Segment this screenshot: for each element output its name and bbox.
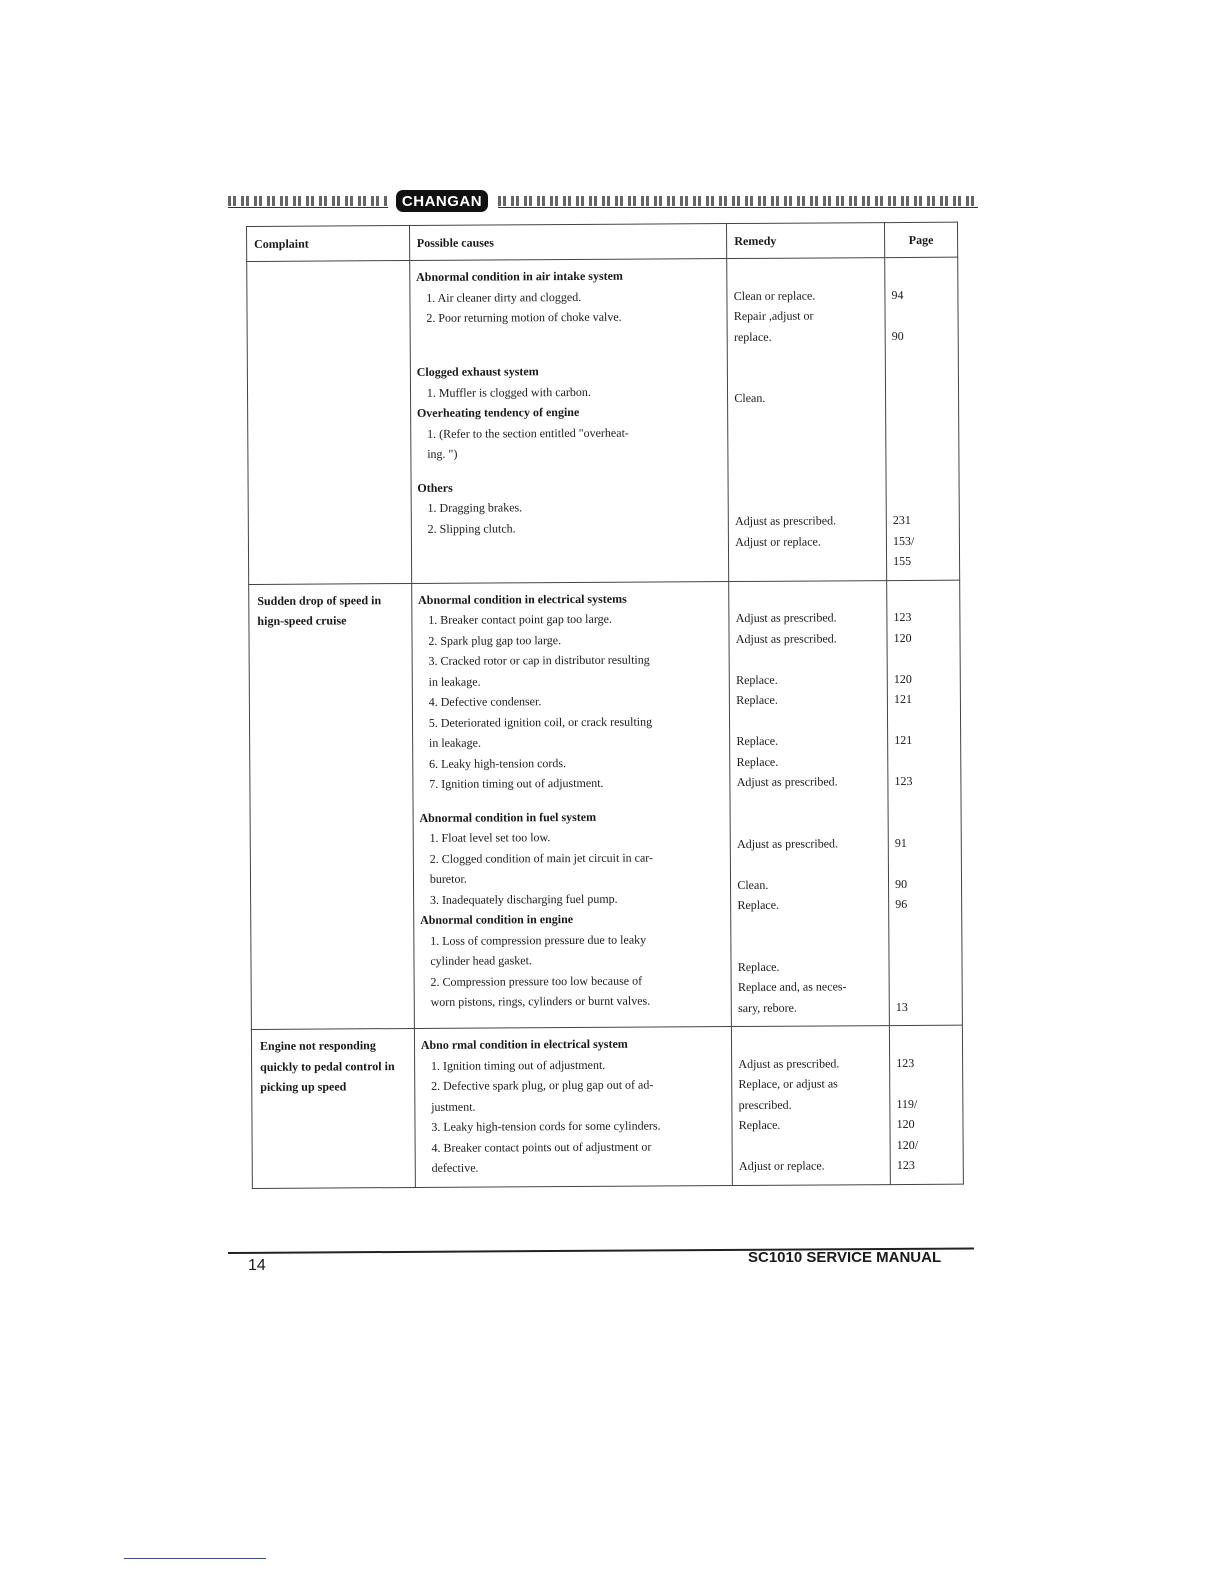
page-ref: 119/ (896, 1096, 918, 1111)
table-row (249, 580, 963, 1030)
cause-item: 6. Leaky high-tension cords. (429, 755, 567, 771)
cause-item: cylinder head gasket. (430, 953, 532, 968)
page-cell (889, 1025, 963, 1184)
page-ref (892, 448, 952, 469)
page-ref: 120/ (896, 1137, 919, 1152)
page-ref: 231 (892, 512, 911, 528)
page-ref: 121 (894, 732, 913, 748)
remedy-line: Replace. (736, 672, 778, 687)
page-ref (892, 305, 952, 326)
cause-item: 3. Cracked rotor or cap in distributor resulting (428, 652, 650, 668)
cause-item: 2. Spark plug gap too large. (428, 632, 562, 648)
remedy-line (735, 428, 880, 449)
page-cell (887, 580, 963, 1026)
remedy-line (737, 792, 882, 813)
remedy-line: Repair ,adjust or (733, 308, 814, 324)
remedy-line: replace. (733, 329, 772, 344)
cause-item: 1. Loss of compression pressure due to leaky (430, 932, 647, 948)
page-header (228, 190, 978, 214)
cause-item: 1. Muffler is clogged with carbon. (426, 384, 591, 400)
complaint-cell (247, 261, 412, 584)
page-ref (896, 1032, 956, 1053)
page-ref (895, 812, 955, 833)
manual-title: SC1010 SERVICE MANUAL (748, 1249, 942, 1266)
page-ref: 90 (895, 876, 908, 891)
remedy-line (735, 490, 880, 511)
remedy-cell (729, 580, 889, 1026)
troubleshooting-table (246, 222, 964, 1189)
page-ref (895, 935, 955, 956)
page-ref: 123 (896, 1055, 915, 1070)
cause-group-heading: Abnormal condition in air intake system (416, 268, 623, 284)
page-ref (893, 586, 953, 607)
remedy-line (738, 935, 883, 956)
page-ref: 13 (895, 999, 908, 1014)
page-ref: 90 (891, 328, 904, 343)
page-ref (892, 366, 952, 387)
remedy-line: Adjust as prescribed. (737, 835, 839, 851)
remedy-line: Replace. (737, 959, 780, 974)
remedy-line: Replace. (736, 754, 779, 769)
page-ref (892, 387, 952, 408)
table-header-row (247, 222, 958, 261)
header-rule-right (498, 207, 978, 208)
cause-item: 1. Breaker contact point gap too large. (428, 611, 612, 627)
cause-item: 1. Air cleaner dirty and clogged. (426, 289, 582, 305)
cause-group-heading: Abnormal condition in fuel system (419, 809, 597, 825)
remedy-cell (732, 1026, 891, 1185)
page-ref (896, 976, 956, 997)
remedy-line (737, 915, 882, 936)
brand-logo: CHANGAN (396, 190, 488, 212)
remedy-line (737, 853, 882, 874)
remedy-line: Replace. (736, 733, 779, 749)
cause-item: in leakage. (428, 674, 481, 689)
page-ref: 123 (894, 773, 913, 789)
remedy-line (739, 1135, 884, 1156)
column-header-remedy: Remedy (727, 223, 885, 259)
remedy-line: Replace. (737, 897, 780, 913)
cause-item: 4. Defective condenser. (428, 694, 542, 709)
remedy-line (735, 449, 880, 470)
page-ref (892, 428, 952, 449)
cause-item: 5. Deteriorated ignition coil, or crack resulting (428, 714, 653, 730)
cause-group-heading: Others (417, 480, 453, 495)
remedy-line (734, 264, 879, 285)
page-ref (896, 955, 956, 976)
cause-item: 4. Breaker contact points out of adjustment or (431, 1139, 652, 1155)
causes-cell (414, 1027, 732, 1187)
remedy-line (736, 710, 881, 731)
spacer (416, 327, 721, 349)
remedy-line: Adjust as prescribed. (736, 774, 838, 790)
remedy-line: Replace. (738, 1117, 781, 1133)
page-ref: 123 (893, 609, 912, 625)
cause-item: 1. (Refer to the section entitled "overheat- (427, 425, 629, 441)
cause-group-heading: Overheating tendency of engine (416, 404, 580, 420)
complaint-cell: Sudden drop of speed in hign-speed cruise (249, 583, 415, 1029)
header-rule-left (228, 207, 388, 208)
decorative-border-left (228, 196, 388, 206)
cause-item: in leakage. (428, 735, 481, 750)
remedy-line (734, 408, 879, 429)
page-ref: 120 (896, 1116, 915, 1132)
remedy-line (735, 469, 880, 490)
cause-item: 2. Slipping clutch. (427, 520, 516, 536)
page-ref (893, 489, 953, 510)
page-ref (892, 407, 952, 428)
cause-item: 1. Float level set too low. (429, 830, 551, 845)
page-ref: 96 (895, 896, 908, 912)
page-ref: 153/ (892, 533, 915, 548)
page-ref (891, 264, 951, 285)
cause-item: 3. Leaky high-tension cords for some cylinders. (431, 1118, 661, 1134)
page-ref (894, 709, 954, 730)
cause-item: 1. Ignition timing out of adjustment. (430, 1057, 606, 1073)
cause-group-heading: Clogged exhaust system (416, 364, 539, 379)
page-ref (892, 346, 952, 367)
remedy-line (734, 367, 879, 388)
cause-item: ing. ") (427, 446, 458, 461)
page-ref: 94 (891, 287, 904, 302)
page-ref (896, 1073, 956, 1094)
remedy-line: Adjust as prescribed. (738, 1055, 840, 1071)
remedy-line: Replace, or adjust as (738, 1076, 838, 1092)
cause-item: defective. (431, 1160, 479, 1175)
remedy-line (737, 812, 882, 833)
remedy-line: Clean or replace. (733, 288, 816, 303)
page-ref: 121 (893, 691, 912, 707)
cause-group-heading: Abno rmal condition in electrical system (420, 1036, 628, 1052)
remedy-line: Adjust as prescribed. (735, 630, 837, 646)
cause-group-heading: Abnormal condition in electrical systems (418, 591, 627, 607)
column-header-causes: Possible causes (409, 224, 727, 261)
cause-item: 2. Clogged condition of main jet circuit in car- (429, 850, 654, 866)
page-ref (895, 853, 955, 874)
table-row (247, 257, 960, 584)
complaint-cell: Engine not responding quickly to pedal control in picking up speed (251, 1028, 415, 1187)
page-ref: 120 (893, 630, 912, 645)
page-ref: 120 (893, 671, 912, 686)
cause-item: 2. Compression pressure too low because of (430, 973, 643, 989)
table-row (251, 1025, 963, 1188)
cause-item: buretor. (429, 871, 467, 886)
remedy-cell (727, 258, 887, 581)
column-header-page: Page (885, 222, 958, 257)
remedy-line (734, 346, 879, 367)
remedy-line (736, 648, 881, 669)
remedy-line: Adjust as prescribed. (735, 513, 837, 529)
cause-item: 2. Defective spark plug, or plug gap out of ad- (431, 1077, 654, 1093)
column-header-complaint: Complaint (247, 226, 410, 262)
page-ref (894, 750, 954, 771)
remedy-line: Adjust or replace. (735, 533, 821, 549)
page-ref (895, 791, 955, 812)
page-ref (894, 648, 954, 669)
page-ref: 91 (894, 835, 907, 850)
cause-item: 2. Poor returning motion of choke valve. (426, 309, 622, 325)
bottom-rule (124, 1558, 266, 1559)
remedy-line (738, 1032, 883, 1053)
page-ref (895, 914, 955, 935)
cause-item: 1. Dragging brakes. (427, 500, 523, 515)
page-ref: 155 (893, 553, 912, 569)
remedy-line: sary, rebore. (738, 1000, 797, 1015)
decorative-border-right (498, 196, 978, 206)
page-number: 14 (248, 1257, 266, 1274)
cause-item: worn pistons, rings, cylinders or burnt valves. (430, 993, 651, 1009)
remedy-line: Replace. (736, 692, 778, 708)
page-ref: 123 (896, 1157, 915, 1173)
remedy-line: Clean. (737, 877, 769, 892)
page-ref (893, 469, 953, 490)
causes-cell (410, 259, 729, 583)
remedy-line (735, 587, 880, 608)
cause-item: 7. Ignition timing out of adjustment. (429, 775, 604, 791)
page-cell (885, 257, 960, 580)
remedy-line: Adjust as prescribed. (735, 610, 837, 626)
remedy-line: prescribed. (738, 1097, 792, 1112)
cause-item: 3. Inadequately discharging fuel pump. (429, 891, 618, 907)
cause-group-heading: Abnormal condition in engine (419, 912, 574, 927)
remedy-line: Clean. (734, 390, 766, 406)
causes-cell (411, 581, 731, 1028)
remedy-line: Adjust or replace. (738, 1158, 825, 1174)
cause-item: justment. (431, 1099, 476, 1114)
remedy-line: Replace and, as neces- (737, 979, 847, 995)
